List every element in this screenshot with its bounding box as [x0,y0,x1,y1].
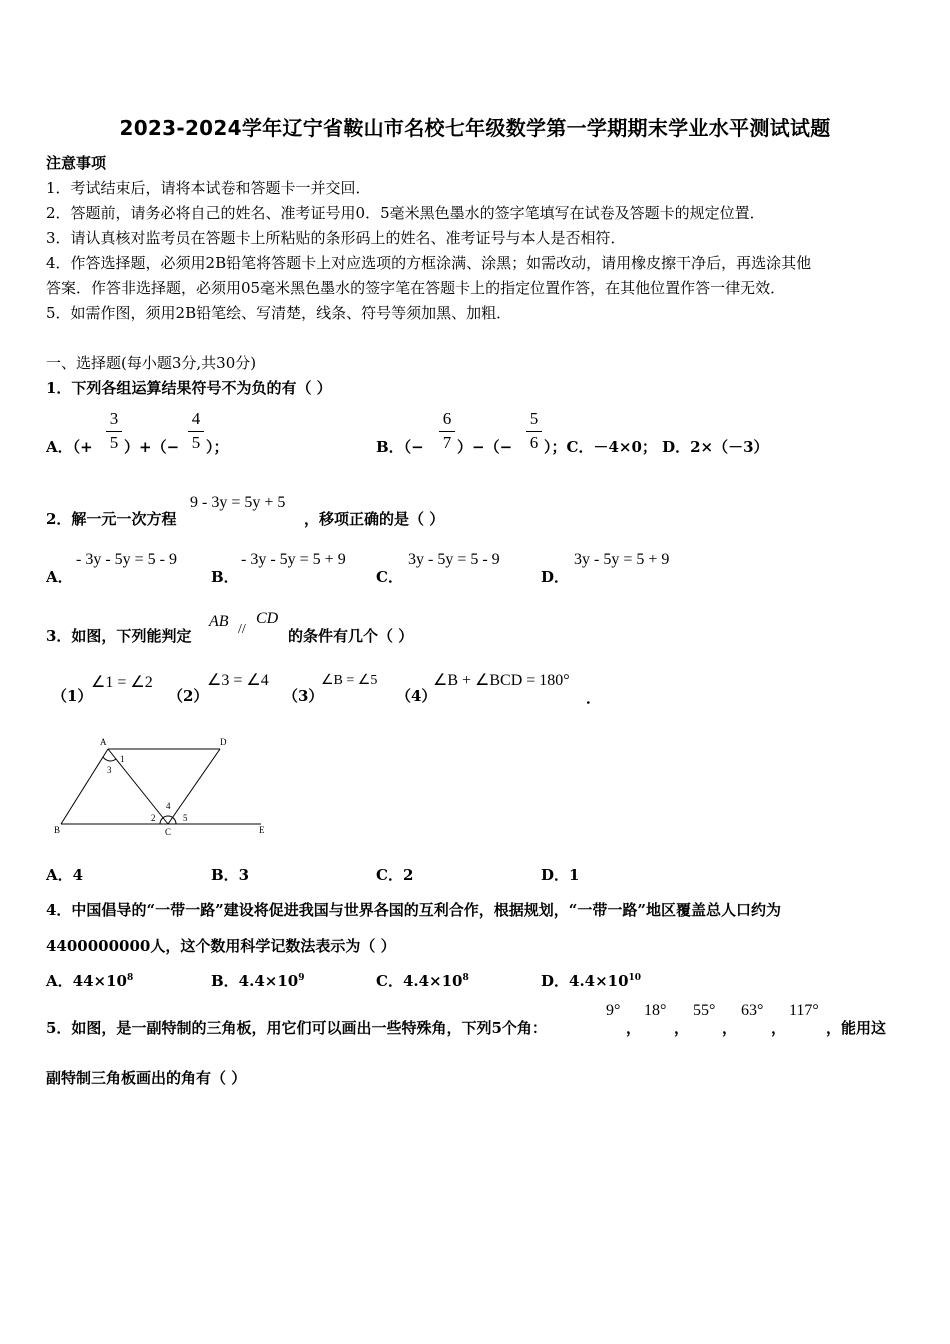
q5-stem-prefix: 5．如图，是一副特制的三角板，用它们可以画出一些特殊角，下列5个角： [46,1019,547,1037]
q4-stem-line1: 4．中国倡导的“一带一路”建设将促进我国与世界各国的互利合作，根据规划，“一带一路”地区覆盖总人口约为 [46,901,781,919]
q2-stem-prefix: 2．解一元一次方程 [46,510,177,528]
q1-fraction: 3 5 [106,410,122,452]
q3-condition-label: （3） [283,687,324,705]
q1-stem: 1．下列各组运算结果符号不为负的有（ ） [46,379,332,397]
label-d: D [220,737,227,747]
q1-option-b-mid: ）−（− [457,438,513,456]
notice-item: 5．如需作图，须用2B铅笔绘、写清楚，线条、符号等须加黑、加粗． [46,304,512,322]
q4-option: C．$4.4\times 10^8$ [376,972,469,990]
section-heading: 一、选择题(每小题3分,共30分) [46,354,257,372]
q2-option-expr: - 3y - 5y = 5 - 9 [76,551,178,568]
q3-option: B．3 [211,866,250,884]
q3-condition-label: （2） [168,687,209,705]
label-a: A [100,737,107,747]
label-e: E [259,825,265,835]
q1-option-a-mid: ）+（− [124,438,180,456]
q4-stem-line2: 4400000000人，这个数用科学记数法表示为（ ） [46,937,396,955]
q4-option: D．$4.4\times 10^{10}$ [541,972,642,990]
q3-parallel-symbol: // [238,622,246,637]
q3-option: A．4 [46,866,84,884]
q2-stem-suffix: ，移项正确的是（ ） [304,510,445,528]
q1-option-a-end: ）； [206,438,229,456]
page-title: 2023-2024学年辽宁省鞍山市名校七年级数学第一学期期末学业水平测试试题 [119,116,831,140]
q1-option-a-label: A．（+ [46,438,93,456]
notice-item: 3．请认真核对监考员在答题卡上所粘贴的条形码上的姓名、准考证号与本人是否相符． [46,229,626,247]
label-c: C [165,827,172,837]
q5-stem-line2: 副特制三角板画出的角有（ ） [46,1069,247,1087]
label-b: B [54,825,61,835]
q2-option-label: C． [376,568,403,586]
q2-option-label: A． [46,568,73,586]
q5-angle: 9° [606,1002,621,1019]
q5-angle: 55° [693,1002,716,1019]
notice-item: 2．答题前，请务必将自己的姓名、准考证号用0．5毫米黑色墨水的签字笔填写在试卷及答题卡的规定位置． [46,204,765,222]
q5-separator: ， [626,1019,642,1037]
notice-item: 1．考试结束后，请将本试卷和答题卡一并交回． [46,179,371,197]
q3-condition-label: （4） [396,687,437,705]
q3-condition-expr: ∠B = ∠5 [321,673,378,688]
angle-label-2: 2 [151,813,156,823]
q5-angle: 63° [741,1002,764,1019]
q3-stem-suffix: 的条件有几个（ ） [288,627,414,645]
q3-condition-expr: ∠1 = ∠2 [91,674,153,691]
notice-heading: 注意事项 [46,154,107,172]
q2-option-label: B． [211,568,239,586]
angle-label-5: 5 [183,813,188,823]
angle-label-3: 3 [107,765,112,775]
q5-separator: ， [674,1019,690,1037]
q3-condition-label: （1） [52,687,93,705]
q3-stem-prefix: 3．如图，下列能判定 [46,627,192,645]
q3-condition-expr: ∠3 = ∠4 [207,672,269,689]
q4-option: B．$4.4\times 10^9$ [211,972,305,990]
angle-label-4: 4 [166,801,171,811]
q3-option: D．1 [541,866,580,884]
angle-label-1: 1 [120,754,125,764]
q3-line-cd: CD [256,610,279,627]
q2-option-label: D． [541,568,570,586]
q2-option-expr: 3y - 5y = 5 - 9 [408,551,500,568]
q5-separator: ， [722,1019,738,1037]
q1-fraction: 5 6 [526,410,542,452]
notice-item: 4．作答选择题，必须用2B铅笔将答题卡上对应选项的方框涂满、涂黑；如需改动，请用橡皮擦干净后，再选涂其他 [46,254,812,272]
notice-item: 答案．作答非选择题，必须用05毫米黑色墨水的签字笔在答题卡上的指定位置作答，在其他位置作答一律无效． [46,279,786,297]
q2-option-expr: 3y - 5y = 5 + 9 [574,551,670,568]
q1-fraction: 6 7 [439,410,455,452]
q2-option-expr: - 3y - 5y = 5 + 9 [241,551,346,568]
q1-option-b-label: B．（− [376,438,424,456]
q5-angle: 117° [789,1002,819,1019]
q3-condition-expr: ∠B + ∠BCD = 180° [433,672,570,689]
q4-option: A．$44\times 10^8$ [46,972,134,990]
q2-equation: 9 - 3y = 5y + 5 [190,494,286,511]
q1-option-rest: ）；C．－4×0； D．2×（－3） [544,438,769,456]
q1-fraction: 4 5 [188,410,204,452]
q5-angle: 18° [644,1002,667,1019]
line-ab [61,749,108,824]
q5-stem-suffix: ，能用这 [826,1019,887,1037]
parallel-lines-figure [46,732,276,840]
line-cd [168,749,220,824]
q3-end-mark: ． [586,689,602,707]
q3-line-ab: AB [209,613,229,630]
q5-separator: ， [771,1019,787,1037]
q3-option: C．2 [376,866,414,884]
line-ac [108,749,168,824]
